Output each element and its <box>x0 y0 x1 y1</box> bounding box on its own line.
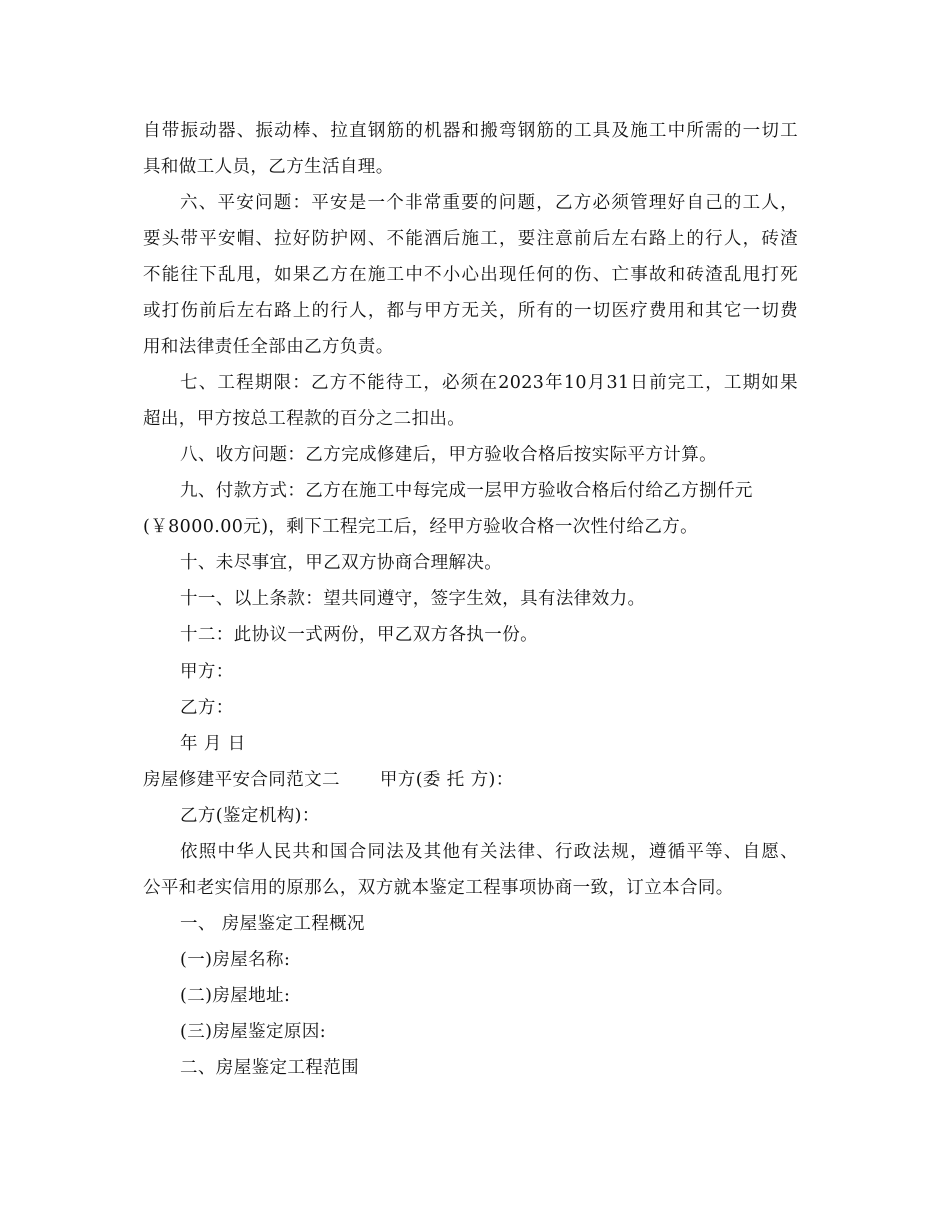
text-line-13: 十、未尽事宜，甲乙双方协商合理解决。 <box>180 553 503 573</box>
text-line-3: 六、平安问题：平安是一个非常重要的问题，乙方必须管理好自己的工人， <box>180 193 798 213</box>
party-b-label: 乙方： <box>180 698 234 718</box>
text-line-1: 自带振动器、振动棒、拉直钢筋的机器和搬弯钢筋的工具及施工中所需的一切工 <box>143 121 798 141</box>
text-line-9: 超出，甲方按总工程款的百分之二扣出。 <box>143 409 466 429</box>
client-party-label: 甲方(委 托 方)： <box>379 770 514 790</box>
text-line-7: 用和法律责任全部由乙方负责。 <box>143 337 394 357</box>
text-line-11: 九、付款方式：乙方在施工中每完成一层甲方验收合格后付给乙方捌仟元 <box>180 481 753 501</box>
text-line-10: 八、收方问题：乙方完成修建后，甲方验收合格后按实际平方计算。 <box>180 445 717 465</box>
text-line-5: 不能往下乱甩，如果乙方在施工中不小心出现任何的伤、亡事故和砖渣乱甩打死 <box>143 265 798 285</box>
item-house-name: (一)房屋名称: <box>180 950 291 970</box>
item-appraisal-reason: (三)房屋鉴定原因: <box>180 1022 327 1042</box>
text-line-22: 依照中华人民共和国合同法及其他有关法律、行政法规，遵循平等、自愿、 <box>180 842 798 862</box>
text-line-12: (￥8000.00元)，剩下工程完工后，经甲方验收合格一次性付给乙方。 <box>143 517 699 537</box>
text-line-15: 十二：此协议一式两份，甲乙双方各执一份。 <box>180 625 538 645</box>
section-title-row <box>143 769 514 791</box>
text-line-23: 公平和老实信用的原那么，双方就本鉴定工程事项协商一致，订立本合同。 <box>143 878 734 898</box>
text-line-6: 或打伤前后左右路上的行人，都与甲方无关，所有的一切医疗费用和其它一切费 <box>143 301 798 321</box>
heading-overview: 一、 房屋鉴定工程概况 <box>180 914 365 934</box>
heading-scope: 二、房屋鉴定工程范围 <box>180 1058 359 1078</box>
party-a-label: 甲方： <box>180 662 234 682</box>
text-line-2: 具和做工人员，乙方生活自理。 <box>143 157 394 177</box>
date-label: 年 月 日 <box>180 734 246 754</box>
item-house-address: (二)房屋地址: <box>180 986 291 1006</box>
text-line-4: 要头带平安帽、拉好防护网、不能酒后施工，要注意前后左右路上的行人，砖渣 <box>143 229 798 249</box>
section-title: 房屋修建平安合同范文二 <box>143 770 340 790</box>
text-line-14: 十一、以上条款：望共同遵守，签字生效，具有法律效力。 <box>180 589 646 609</box>
appraisal-party-label: 乙方(鉴定机构)： <box>180 806 320 826</box>
text-line-8: 七、工程期限：乙方不能待工，必须在2023年10月31日前完工，工期如果 <box>180 373 798 393</box>
